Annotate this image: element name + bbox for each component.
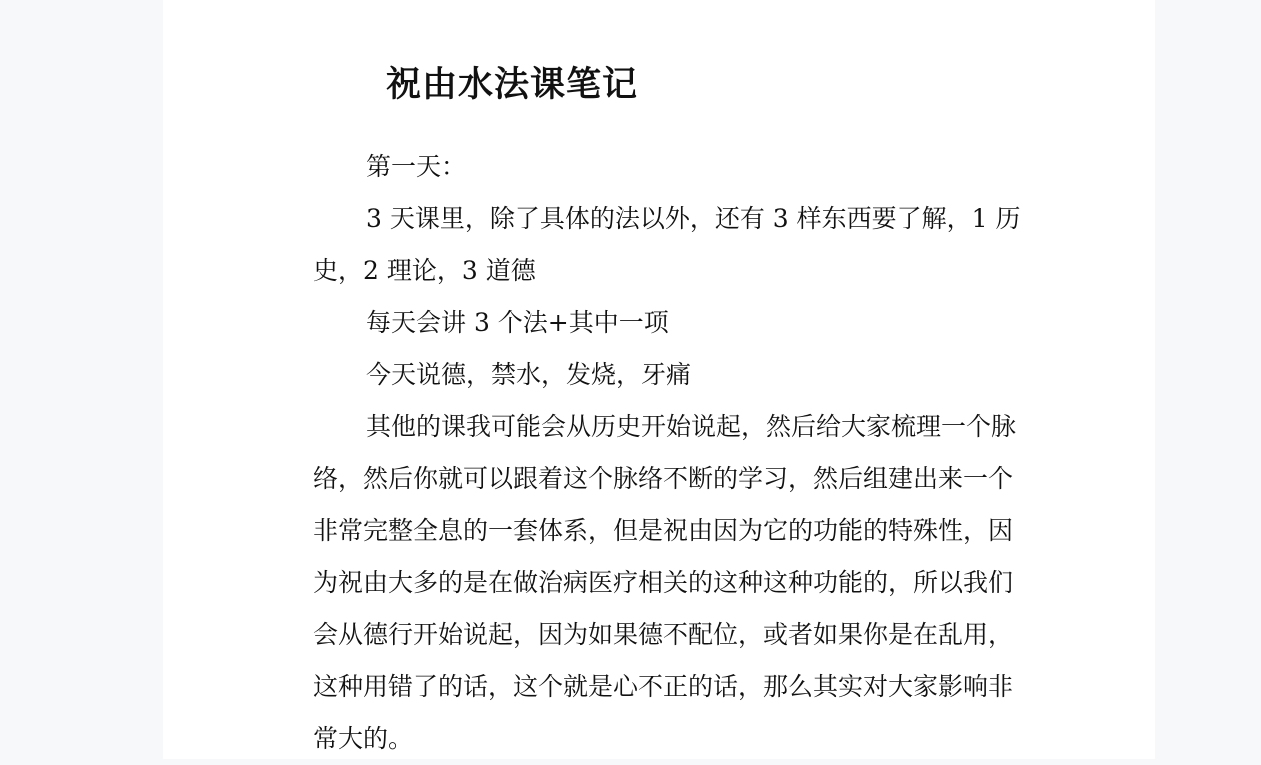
paragraph-today-topics: 今天说德，禁水，发烧，牙痛 bbox=[366, 360, 692, 389]
document-title: 祝由水法课笔记 bbox=[386, 64, 639, 105]
document-page bbox=[163, 0, 1155, 759]
document-body bbox=[313, 141, 1033, 765]
paragraph-explanation: 其他的课我可能会从历史开始说起，然后给大家梳理一个脉络，然后你就可以跟着这个脉络不断的学习，然后组建出来一个非常完整全息的一套体系，但是祝由因为它的功能的特殊性，因为祝由大多的是在做治病医疗相关的这种这种功能的，所以我们会从德行开始说起，因为如果德不配位，或者如果你是在乱用，这种用错了的话，这个就是心不正的话，那么其实对大家影响非常大的。 bbox=[313, 412, 1017, 753]
paragraph-daily-plan: 每天会讲 3 个法+其中一项 bbox=[366, 308, 669, 337]
paragraph-course-overview: 3 天课里，除了具体的法以外，还有 3 样东西要了解，1 历史，2 理论，3 道德 bbox=[313, 204, 1021, 285]
paragraph-day-heading: 第一天： bbox=[366, 152, 467, 181]
